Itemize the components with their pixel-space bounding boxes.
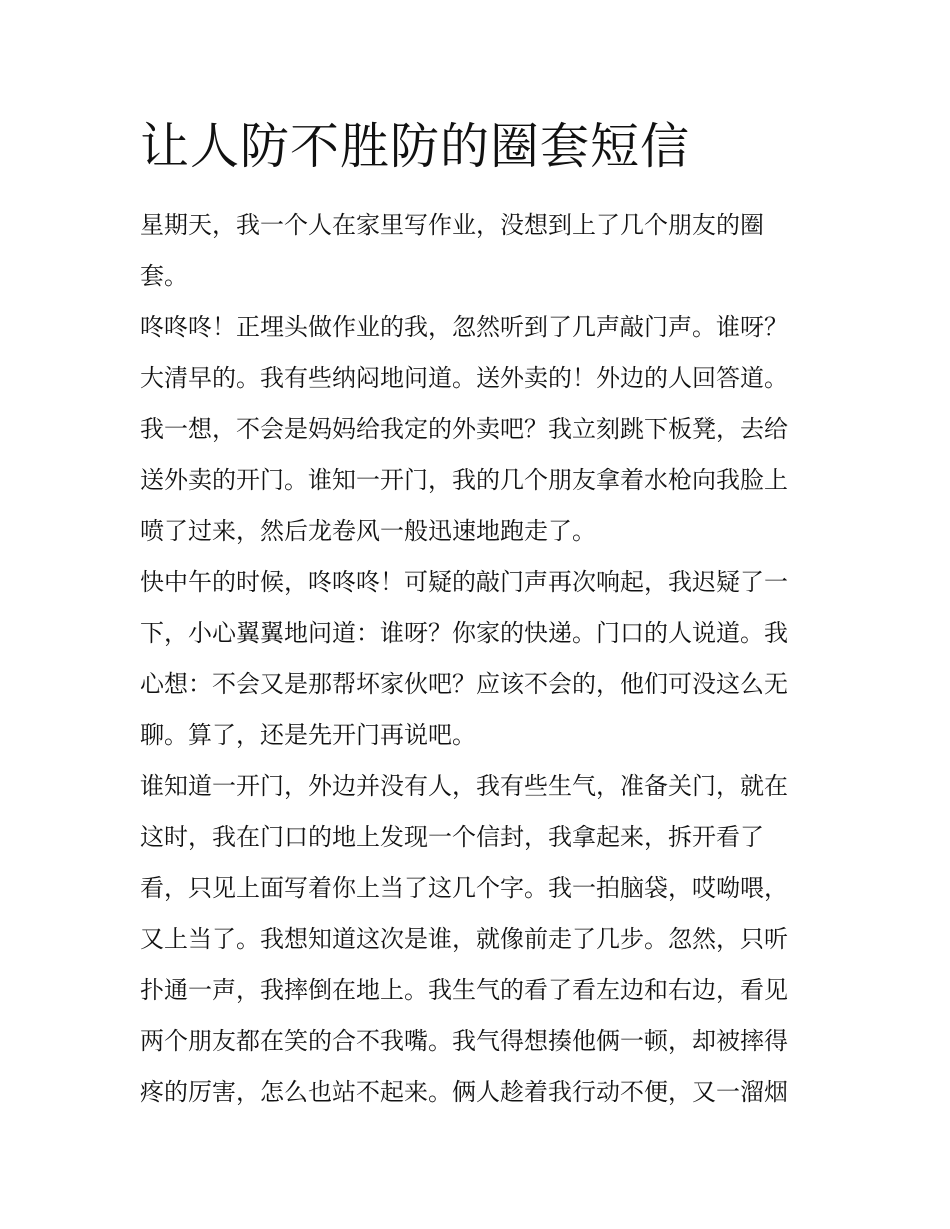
text-line: 星期天，我一个人在家里写作业，没想到上了几个朋友的圈 (140, 211, 764, 239)
document-title: 让人防不胜防的圈套短信 (140, 118, 691, 175)
text-line: 聊。算了，还是先开门再说吧。 (140, 721, 476, 749)
document-page (140, 112, 815, 1118)
text-line: 看，只见上面写着你上当了这几个字。我一拍脑袋，哎呦喂， (140, 874, 788, 902)
text-line: 两个朋友都在笑的合不我嘴。我气得想揍他俩一顿，却被摔得 (140, 1027, 788, 1055)
text-line: 这时，我在门口的地上发现一个信封，我拿起来，拆开看了 (140, 823, 764, 851)
text-line: 心想：不会又是那帮坏家伙吧？应该不会的，他们可没这么无 (140, 670, 788, 698)
text-line: 喷了过来，然后龙卷风一般迅速地跑走了。 (140, 517, 596, 545)
text-line: 咚咚咚！正埋头做作业的我，忽然听到了几声敲门声。谁呀？ (140, 313, 788, 341)
paragraph-3 (140, 557, 815, 761)
text-line: 送外卖的开门。谁知一开门，我的几个朋友拿着水枪向我脸上 (140, 466, 788, 494)
text-line: 大清早的。我有些纳闷地问道。送外卖的！外边的人回答道。 (140, 364, 788, 392)
text-line: 谁知道一开门，外边并没有人，我有些生气，准备关门，就在 (140, 772, 788, 800)
paragraph-2 (140, 302, 815, 557)
text-line: 快中午的时候，咚咚咚！可疑的敲门声再次响起，我迟疑了一 (140, 568, 788, 596)
text-line: 下，小心翼翼地问道：谁呀？你家的快递。门口的人说道。我 (140, 619, 788, 647)
text-line: 疼的厉害，怎么也站不起来。俩人趁着我行动不便，又一溜烟 (140, 1078, 788, 1106)
text-line: 又上当了。我想知道这次是谁，就像前走了几步。忽然，只听 (140, 925, 788, 953)
paragraph-1 (140, 200, 815, 302)
text-line: 扑通一声，我摔倒在地上。我生气的看了看左边和右边，看见 (140, 976, 788, 1004)
paragraph-4 (140, 761, 815, 1118)
text-line: 我一想，不会是妈妈给我定的外卖吧？我立刻跳下板凳，去给 (140, 415, 788, 443)
text-line: 套。 (140, 262, 188, 290)
